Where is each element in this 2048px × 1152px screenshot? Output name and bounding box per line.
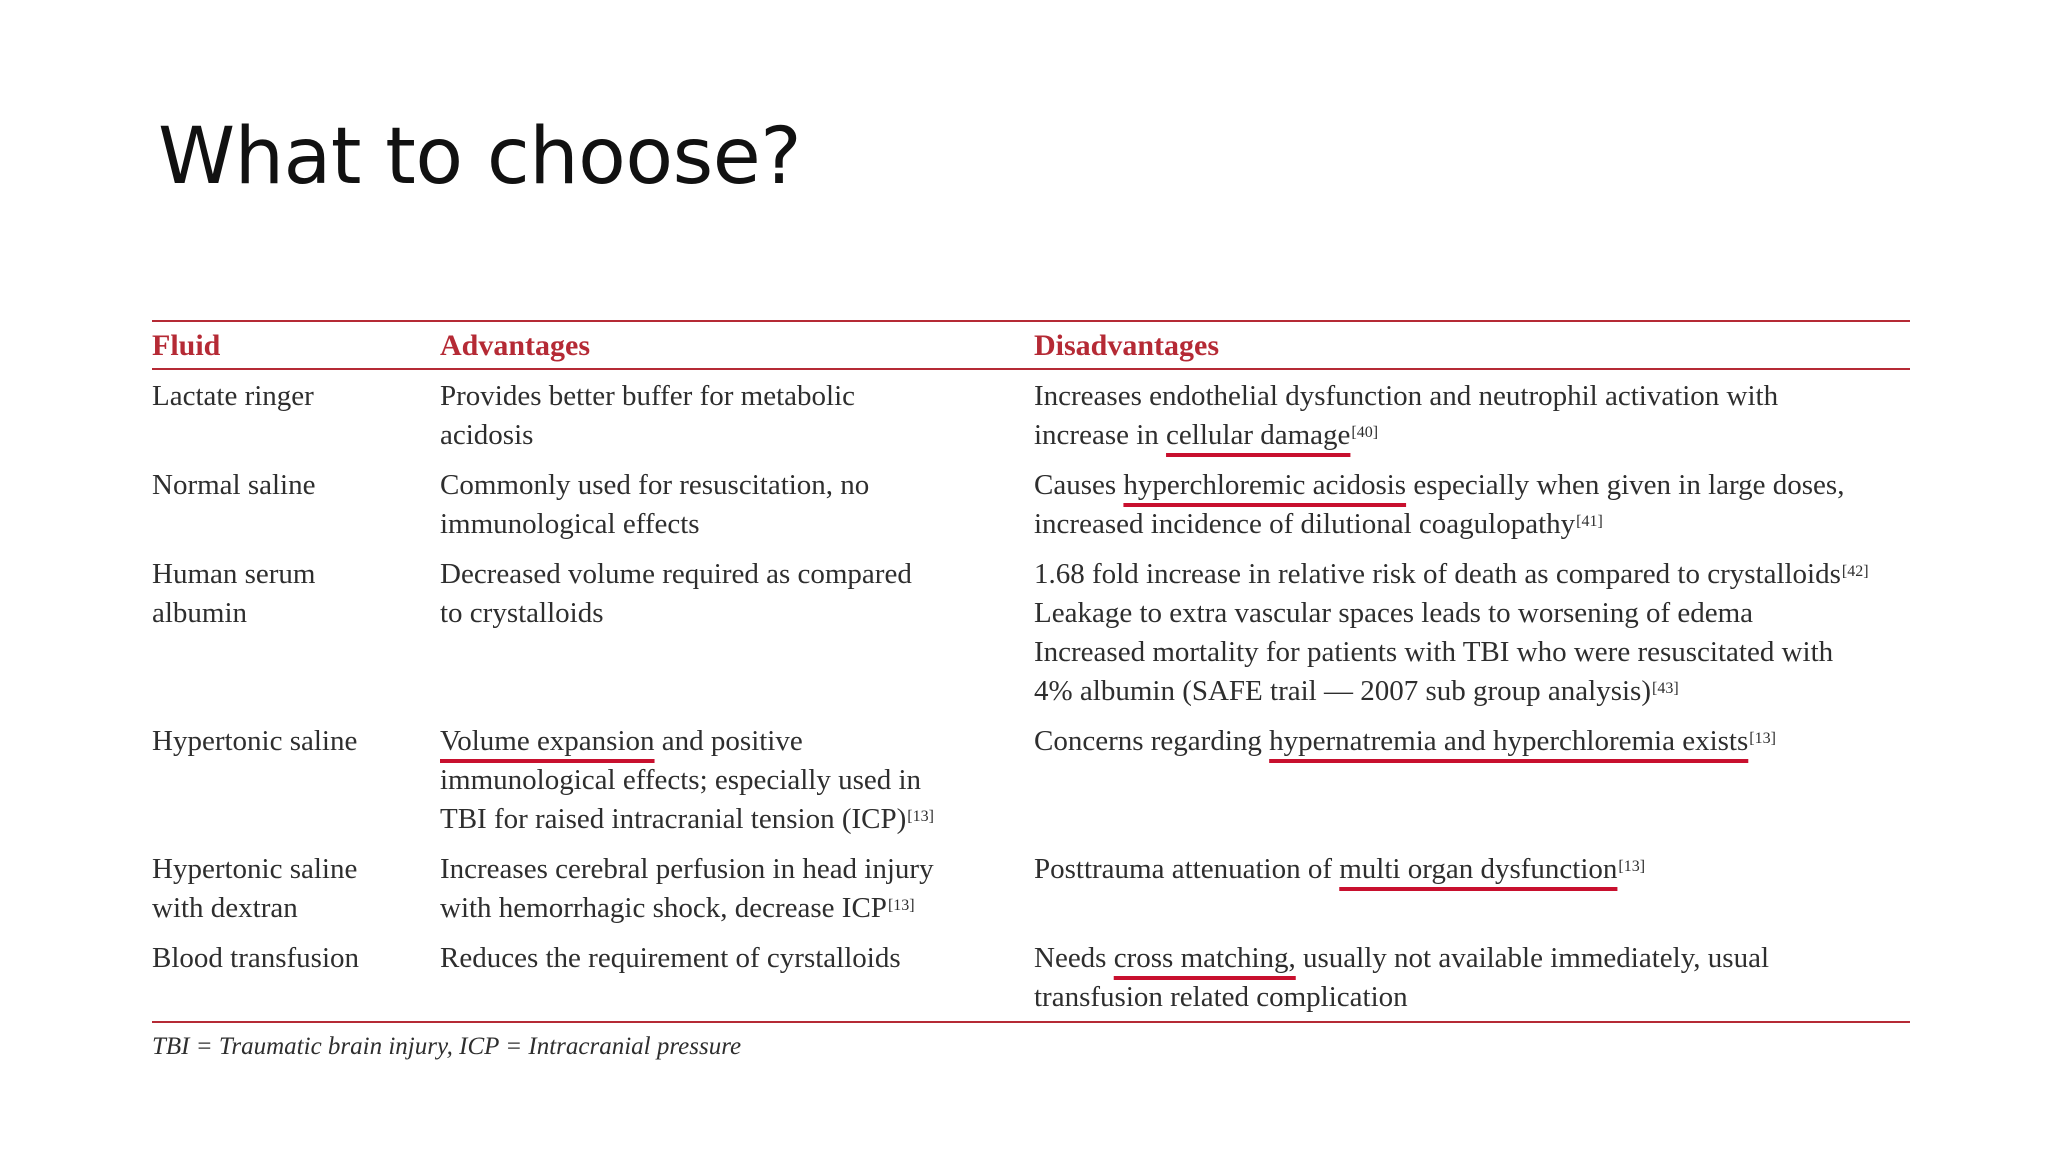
disadvantages-cell — [1034, 932, 1910, 1022]
advantage-text: immunological effects — [440, 508, 700, 540]
slide-title: What to choose? — [158, 112, 802, 202]
disadvantages-cell — [1034, 548, 1910, 715]
advantages-cell — [440, 715, 1034, 843]
fluid-name: Normal saline — [152, 469, 316, 501]
advantage-text — [440, 800, 1034, 839]
advantage-text: immunological effects; especially used in — [440, 764, 922, 796]
disadvantages-cell — [1034, 459, 1910, 548]
table-row-lactate-ringer — [152, 369, 1910, 459]
text-segment: 4% albumin (SAFE trail — 2007 sub group analysis) — [1034, 675, 1652, 707]
disadvantage-text — [1034, 416, 1910, 455]
advantage-text — [440, 722, 1034, 761]
fluid-cell — [152, 932, 440, 1022]
reference-marker: [13] — [887, 897, 915, 914]
disadvantage-text — [1034, 555, 1910, 594]
text-segment: 1.68 fold increase in relative risk of death as compared to crystalloids — [1034, 558, 1841, 590]
advantage-text: to crystalloids — [440, 597, 604, 629]
reference-marker: [41] — [1576, 513, 1603, 530]
fluid-cell — [152, 459, 440, 548]
advantages-cell — [440, 369, 1034, 459]
fluid-name: albumin — [152, 597, 248, 629]
advantage-text: Decreased volume required as compared — [440, 558, 912, 590]
table-row-normal-saline — [152, 459, 1910, 548]
reference-marker: [13] — [907, 808, 934, 825]
fluid-comparison-table — [152, 320, 1910, 1061]
fluid-name: Hypertonic saline — [152, 853, 358, 885]
table-row-hypertonic-saline — [152, 715, 1910, 843]
advantage-text: Reduces the requirement of cyrstalloids — [440, 942, 901, 974]
disadvantage-text: Increased mortality for patients with TBI who were resuscitated with — [1034, 636, 1834, 668]
text-segment: with hemorrhagic shock, decrease ICP — [440, 892, 887, 924]
fluid-name: Blood transfusion — [152, 942, 360, 974]
advantages-cell — [440, 459, 1034, 548]
header-disadvantages: Disadvantages — [1034, 329, 1220, 362]
text-segment: usually not available immediately, usual — [1295, 942, 1770, 974]
disadvantage-text — [1034, 466, 1910, 505]
table-header-row — [152, 321, 1910, 369]
text-segment: increase in — [1034, 419, 1167, 451]
highlighted-text: cellular damage — [1166, 419, 1351, 451]
table-footnote: TBI = Traumatic brain injury, ICP = Intracranial pressure — [152, 1033, 742, 1060]
advantages-cell — [440, 843, 1034, 932]
text-segment: Concerns regarding — [1034, 725, 1270, 757]
advantage-text: Increases cerebral perfusion in head injury — [440, 853, 934, 885]
advantage-text: Provides better buffer for metabolic — [440, 380, 855, 412]
highlighted-text: cross matching, — [1113, 942, 1296, 974]
reference-marker: [43] — [1652, 680, 1679, 697]
table-row-blood-transfusion — [152, 932, 1910, 1022]
disadvantage-text — [1034, 939, 1910, 978]
fluid-cell — [152, 843, 440, 932]
disadvantage-text — [1034, 672, 1910, 711]
disadvantages-cell — [1034, 843, 1910, 932]
table-row-hypertonic-saline-dextran — [152, 843, 1910, 932]
reference-marker: [13] — [1618, 858, 1646, 875]
fluid-name: Lactate ringer — [152, 380, 314, 412]
fluid-cell — [152, 369, 440, 459]
advantage-text: acidosis — [440, 419, 534, 451]
fluid-cell — [152, 715, 440, 843]
table-row-human-serum-albumin — [152, 548, 1910, 715]
disadvantage-text — [1034, 505, 1910, 544]
disadvantage-text: Increases endothelial dysfunction and neutrophil activation with — [1034, 380, 1779, 412]
reference-marker: [40] — [1351, 424, 1379, 441]
disadvantage-text: transfusion related complication — [1034, 981, 1408, 1013]
fluid-cell — [152, 548, 440, 715]
highlighted-text: hyperchloremic acidosis — [1123, 469, 1407, 501]
fluid-name: with dextran — [152, 892, 298, 924]
advantages-cell — [440, 932, 1034, 1022]
text-segment: and positive — [654, 725, 803, 757]
text-segment: Posttrauma attenuation of — [1034, 853, 1340, 885]
text-segment: especially when given in large doses, — [1406, 469, 1845, 501]
text-segment: Needs — [1034, 942, 1114, 974]
advantages-cell — [440, 548, 1034, 715]
fluid-name: Hypertonic saline — [152, 725, 358, 757]
advantage-text: Commonly used for resuscitation, no — [440, 469, 870, 501]
reference-marker: [13] — [1749, 730, 1776, 747]
fluid-name: Human serum — [152, 558, 316, 590]
disadvantage-text — [1034, 722, 1910, 761]
highlighted-text: hypernatremia and hyperchloremia exists — [1269, 725, 1749, 757]
comparison-table — [152, 320, 1910, 1023]
disadvantages-cell — [1034, 715, 1910, 843]
advantage-text — [440, 889, 1034, 928]
highlighted-text: Volume expansion — [440, 725, 655, 757]
text-segment: TBI for raised intracranial tension (ICP) — [440, 803, 907, 835]
text-segment: Causes — [1034, 469, 1124, 501]
header-advantages: Advantages — [440, 329, 591, 362]
reference-marker: [42] — [1841, 563, 1869, 580]
text-segment: increased incidence of dilutional coagulopathy — [1034, 508, 1576, 540]
header-fluid: Fluid — [152, 329, 221, 362]
highlighted-text: multi organ dysfunction — [1339, 853, 1618, 885]
disadvantages-cell — [1034, 369, 1910, 459]
disadvantage-text: Leakage to extra vascular spaces leads to worsening of edema — [1034, 597, 1754, 629]
disadvantage-text — [1034, 850, 1910, 889]
